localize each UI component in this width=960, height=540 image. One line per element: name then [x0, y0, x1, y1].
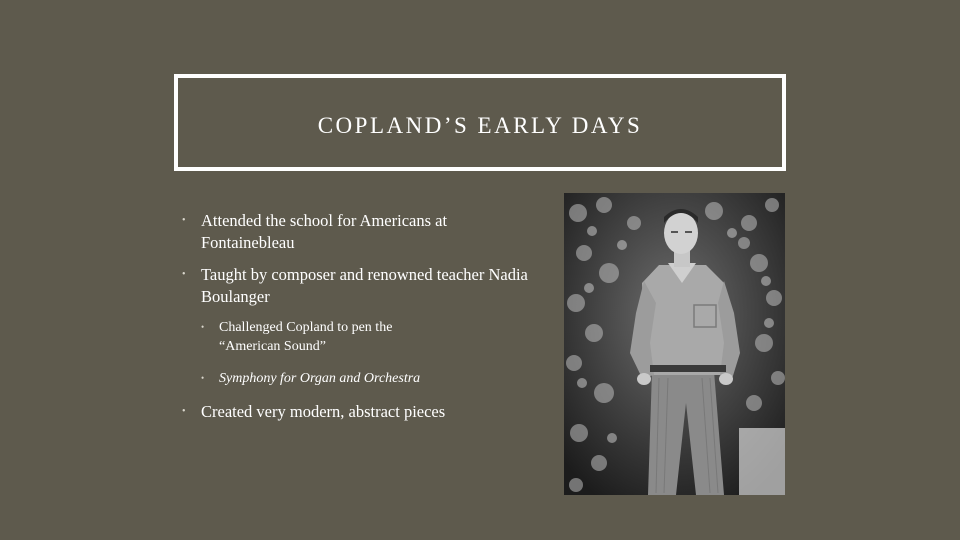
title-frame [174, 74, 786, 171]
bullet-text: Attended the school for Americans at Fontainebleau [201, 211, 448, 252]
bullet-item [178, 210, 538, 254]
bullet-icon: • [182, 406, 186, 417]
bullet-icon: • [201, 373, 205, 383]
sub-bullet-item [178, 369, 538, 388]
portrait-photo [564, 193, 785, 495]
bullet-icon: • [182, 215, 186, 226]
sub-bullet-text: Symphony for Organ and Orchestra [219, 371, 421, 386]
bullet-item [178, 264, 538, 308]
bullet-text: Taught by composer and renowned teacher Nadia Boulanger [201, 265, 528, 306]
bullet-icon: • [201, 322, 205, 332]
sub-bullet-item [178, 318, 439, 356]
bullet-icon: • [182, 269, 186, 280]
bullet-text: Created very modern, abstract pieces [201, 402, 446, 421]
bullet-list [178, 210, 538, 433]
sub-bullet-text: Challenged Copland to pen the “American Sound” [219, 320, 393, 354]
portrait-photo-graphic [564, 193, 785, 495]
bullet-item [178, 401, 538, 423]
slide-title: COPLAND’S EARLY DAYS [317, 112, 643, 138]
